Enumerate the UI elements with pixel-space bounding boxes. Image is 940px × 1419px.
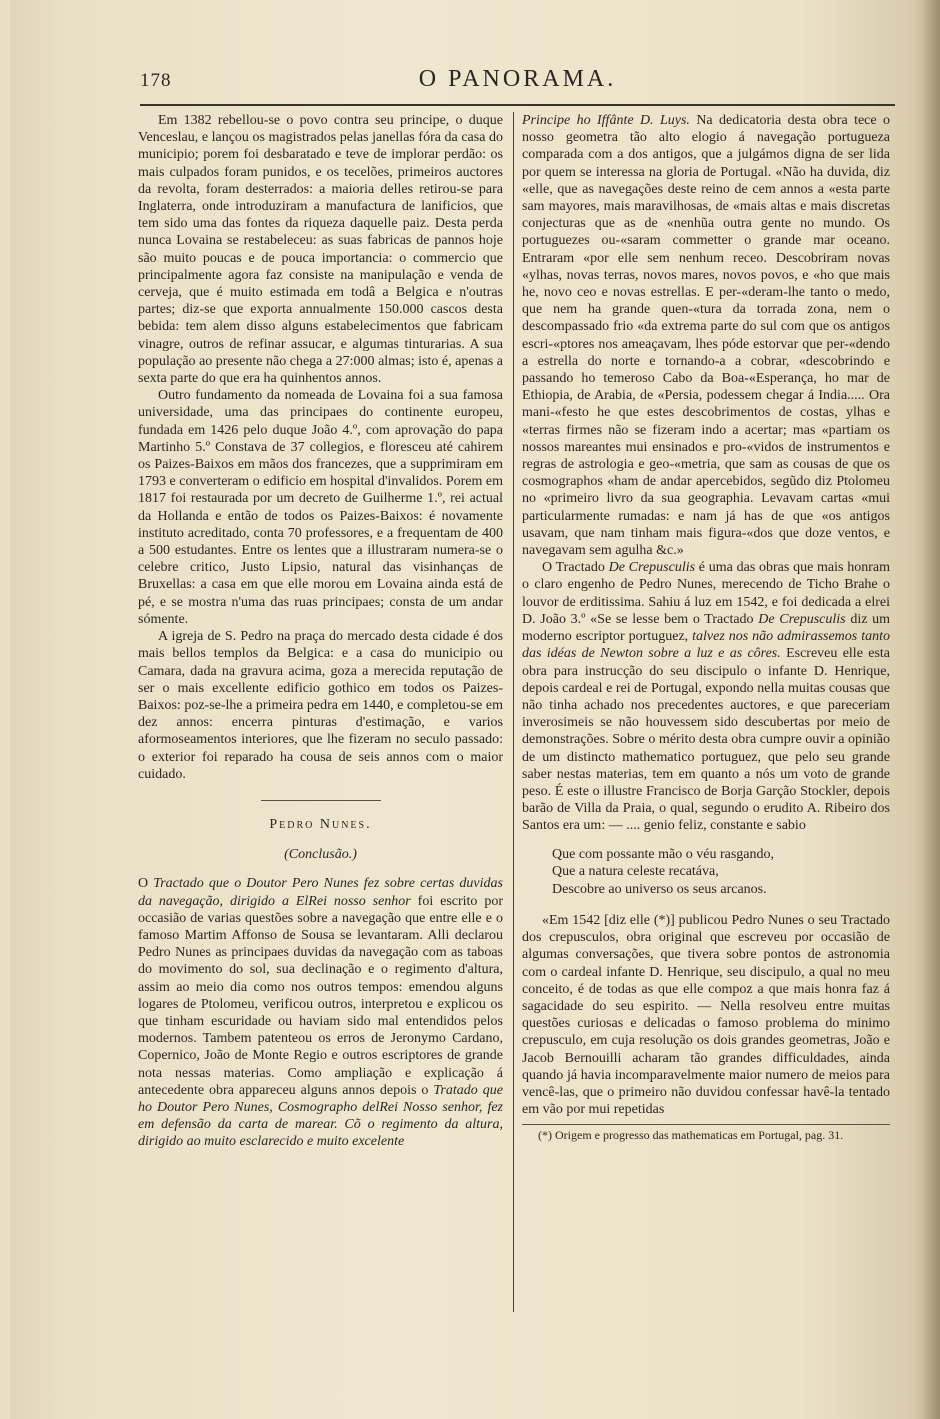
text-run: foi escrito por occasião de varias questões sobre a navegação que entre elle e o famoso Martim Affonso de Sousa se levantaram. Alli declarou Pedro Nunes as principaes duvidas da navegação com as taboas do movimento do sol, sua declinação e o regimento d'altura, assim ao meio dia como nos outros tempos: emendou alguns logares de Ptolomeu, verificou outros, interpretou e explicou os que tinham escuridade ou haviam sido mal entendidos pelos modernos. Tambem patenteou os erros de Jeronymo Cardano, Copernico, João de Monte Regio e outros escriptores de grande nota nessas materias. Como ampliação e explicação á antecedente obra appareceu alguns annos depois o [138, 893, 503, 1098]
italic-title: De Crepusculis [758, 611, 846, 627]
paragraph-revolt: Em 1382 rebellou-se o povo contra seu principe, o duque Venceslau, e lançou os magistrados pelas janellas fóra da casa do municipio; porem foi desbaratado e teve de implorar perdão: os mais culpados foram punidos, e os tecelões, primeiros auctores da revolta, foram desterrados: a maioria delles retirou-se para Inglaterra, onde introduziram a manufactura de lanificios, que tem sido uma das fontes da riqueza daquelle paiz. Desta perda nunca Lovaina se restabeleceu: as suas fabricas de pannos hoje são muito poucas e de pouca importancia: o commercio que principalmente agora faz consiste na manipulação e venda de cerveja, que é muito estimada em todâ a Belgica e n'outras partes; diz-se que exporta annualmente 150.000 cascos desta bebida: tem alem disso alguns estabelecimentos que fabricam vinagre, outros de refinar assucar, e algumas tinturarias. A sua população ao presente não chega a 27:000 almas; isto é, apenas a sexta parte do que era ha quinhentos annos. [138, 113, 503, 387]
header-rule [140, 104, 895, 106]
text-run: O Tractado [542, 560, 609, 576]
paragraph-dedication [522, 112, 890, 559]
page-header [140, 66, 895, 102]
left-column [138, 112, 503, 1151]
right-column [522, 112, 890, 1142]
column-divider [513, 112, 514, 1312]
running-title: O PANORAMA. [418, 66, 617, 92]
section-separator [261, 800, 381, 801]
verse-line: Que a natura celeste recatáva, [552, 864, 719, 880]
paragraph-stockler-quote: «Em 1542 [diz elle (*)] publicou Pedro Nunes o seu Tractado dos crepusculos, obra original que escreveu por occasião de algumas conversações, que tivera sobre pontos de astronomia com o cardeal infante D. Henrique, seu discipulo, a qual no meu conceito, é de todas as que elle compoz a que mais honra faz á sagacidade do seu espirito. — Nella resolveu entre muitas questões curiosas e delicadas o famoso problema do minimo crepusculo, em cuja resolução os dois grandes geometras, João e Jacob Bernouilli acharam tão grandes difficuldades, ainda quando já havia incomparavelmente maior numero de meios para vencê-las, que o primeiro não duvidou confessar havê-la tentado em vão por mui repetidas [522, 913, 890, 1118]
paragraph-tractado [138, 875, 503, 1150]
italic-title: De Crepusculis [608, 560, 696, 576]
section-title: Pedro Nunes. [269, 816, 372, 832]
italic-title: Tractado que o Doutor Pero Nunes fez sobre certas duvidas da navegação, dirigido a ElRei nosso senhor [138, 876, 503, 909]
text-run: diz um moderno escriptor portuguez, [522, 611, 891, 645]
verse-line: Que com possante mão o véu rasgando, [552, 846, 774, 862]
footnote: (*) Origem e progresso das mathematicas em Portugal, pag. 31. [538, 1128, 844, 1143]
page-edge-shadow [922, 0, 940, 1419]
paper-stain [10, 0, 70, 1419]
section-subtitle: (Conclusão.) [284, 847, 357, 863]
paragraph-crepusculis [522, 559, 890, 834]
text-run: Escreveu elle esta obra para instrucção do seu discipulo o infante D. Henrique, depois cardeal e rei de Portugal, expondo nella muitas cousas que não tinha achado nos precedentes auctores, e que pareceriam inverosimeis se não houvessem sido descubertas por meio de demonstrações. Sobre o mérito desta obra cumpre ouvir a opinião de um distincto mathematico portuguez, que pelo seu grande saber nestas materias, tem em quanto a nós um voto de grande peso. É este o illustre Francisco de Borja Garção Stockler, depois barão de Villa da Praia, o qual, segundo o erudito A. Ribeiro dos Santos era um: — .... genio feliz, constante e sabio [522, 646, 890, 834]
italic-title: Principe ho Iffânte D. Luys. [522, 113, 690, 128]
verse-block [552, 846, 890, 899]
text-run: Na dedicatoria desta obra tece o nosso geometra tão alto elogio á navegação portugueza comparada com a dos antigos, que a julgámos digna de ser lida por quem se interessa na gloria de Portugal. «Não ha duvida, diz «elle, que as navegações deste reino de cem annos a «esta parte sam mayores, mais maravilhosas, de «mais altas e mais discretas conjecturas que as de «nenhũa outra gente no mundo. Os portuguezes ou-«saram commetter o grande mar oceano. Entraram «por elle sem nenhum receo. Descobriram novas «ylhas, novas terras, novos mares, novos povos, e «ho que mais he, novo ceo e novas estrellas. E per-«deram-lhe tanto o medo, que nem ha grande quen-«tura da torrada zona, nem o descompassado frio «da extrema parte do sul com que os antigos escri-«ptores nos ameaçavam, lhes póde estorvar que per-«dendo a estrella do norte e tornando-a a cobrar, «descobrindo e passando ho temeroso Cabo da Boa-«Esperança, ho mar de Ethiopia, de Arabia, de «Persia, podessem chegar á India..... Ora mani-«festo he que estes descobrimentos de costas, ylhas e «terras firmes não se fizeram indo a acertar; mas «partiam os nossos mareantes mui ensinados e pro-«vidos de instrumentos e regras de astrologia e geo-«metria, que sam as cousas de que os cosmographos «ham de andar apercebidos, segũdo diz Ptolomeu no «primeiro livro da sua geographia. Levavam cartas «mui particularmente rumadas: e nam já has de que «os antigos usavam, que nam tinham mais figura-«dos que doze ventos, e navegavam sem agulha &c.» [522, 113, 891, 559]
page-number: 178 [140, 70, 172, 91]
verse-line: Descobre ao universo os seus arcanos. [552, 881, 767, 897]
italic-quote: talvez nos não admirassemos tanto das idéas de Newton sobre a luz e as côres. [522, 629, 890, 662]
paragraph-church: A igreja de S. Pedro na praça do mercado desta cidade é dos mais bellos templos da Belgica: e a casa do municipio ou Camara, dada na gravura acima, goza a merecida reputação de ser o mais excellente edificio gothico em todos os Paizes-Baixos: poz-se-lhe a primeira pedra em 1440, e completou-se em dez annos: encerra pinturas d'estimação, e varios aformoseamentos interiores, que lhe fizeram no seculo passado: o exterior foi reparado ha cousa de seis annos com o maior cuidado. [138, 629, 503, 782]
footnote-rule [522, 1124, 890, 1125]
text-run: O [138, 876, 154, 892]
text-run: é uma das obras que mais honram o claro engenho de Pedro Nunes, merecendo de Ticho Brahe o louvor de erditissima. Sahiu á luz em 1542, e foi dedicada a elrei D. João 3.º «Se se lesse bem o Tractado [522, 560, 890, 627]
italic-title: Tratado que ho Doutor Pero Nunes, Cosmographo delRei Nosso senhor, fez em defensão da carta de marear. Cõ o regimento da altura, dirigido ao muito esclarecido e muito excelente [138, 1082, 503, 1150]
paragraph-university: Outro fundamento da nomeada de Lovaina foi a sua famosa universidade, uma das principaes do continente europeu, fundada em 1426 pelo duque João 4.º, com aprovação do papa Martinho 5.º Constava de 37 collegios, e floresceu até cahirem os Paizes-Baixos em mãos dos francezes, que a supprimiram em 1793 e converteram o edificio em hospital d'invalidos. Porem em 1817 foi restaurada por um decreto de Guilherme 1.º, rei actual da Hollanda e então de todos os Paizes-Baixos: é novamente instituto acreditado, conta 70 professores, e a frequentam de 400 a 500 estudantes. Entre os lentes que a illustraram numera-se o celebre critico, Justo Lipsio, natural das visinhanças de Bruxellas: a casa em que elle morou em Lovaina ainda está de pé, e se mostra n'uma das ruas principaes; consta de um andar sómente. [138, 388, 503, 627]
